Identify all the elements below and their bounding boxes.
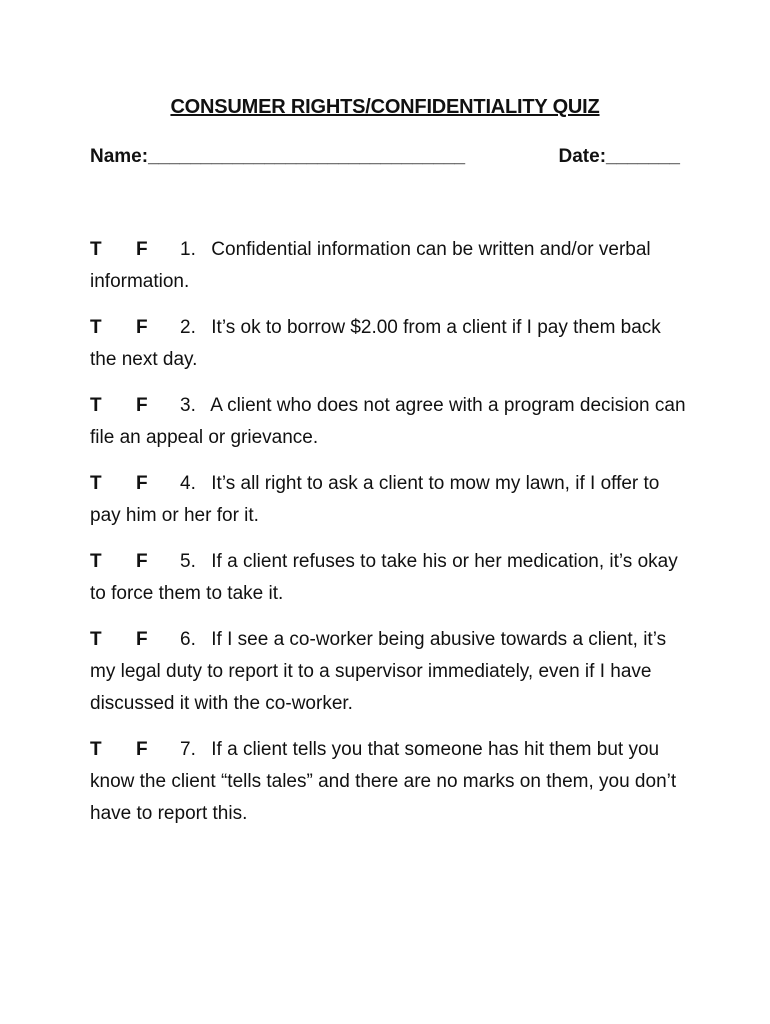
- question-number: 3.: [180, 395, 196, 416]
- false-option: F: [136, 239, 148, 260]
- true-option: T: [90, 551, 102, 572]
- question-1: [90, 234, 690, 298]
- question-2: [90, 312, 690, 376]
- false-option: F: [136, 739, 148, 760]
- false-option: F: [136, 317, 148, 338]
- false-option: F: [136, 629, 148, 650]
- date-field-label: Date:_______: [558, 146, 680, 167]
- question-text: It’s all right to ask a client to mow my lawn, if I offer to pay him or her for it.: [90, 473, 660, 526]
- true-option: T: [90, 739, 102, 760]
- question-number: 5.: [180, 551, 196, 572]
- question-4: [90, 468, 690, 532]
- name-date-line: [90, 146, 680, 168]
- question-text: If I see a co-worker being abusive towards a client, it’s my legal duty to report it to a supervisor immediately, even if I have discussed it with the co-worker.: [90, 629, 667, 714]
- question-number: 6.: [180, 629, 196, 650]
- question-text: If a client refuses to take his or her medication, it’s okay to force them to take it.: [90, 551, 678, 604]
- false-option: F: [136, 473, 148, 494]
- question-number: 7.: [180, 739, 196, 760]
- question-7: [90, 734, 690, 830]
- question-number: 2.: [180, 317, 196, 338]
- false-option: F: [136, 395, 148, 416]
- question-text: If a client tells you that someone has hit them but you know the client “tells tales” and there are no marks on them, you don’t have to report this.: [90, 739, 677, 824]
- question-text: Confidential information can be written and/or verbal information.: [90, 239, 651, 292]
- question-5: [90, 546, 690, 610]
- question-6: [90, 624, 690, 720]
- true-option: T: [90, 239, 102, 260]
- question-text: It’s ok to borrow $2.00 from a client if I pay them back the next day.: [90, 317, 661, 370]
- question-3: [90, 390, 690, 454]
- true-option: T: [90, 629, 102, 650]
- question-number: 1.: [180, 239, 196, 260]
- true-option: T: [90, 395, 102, 416]
- true-option: T: [90, 317, 102, 338]
- false-option: F: [136, 551, 148, 572]
- question-text: A client who does not agree with a program decision can file an appeal or grievance.: [90, 395, 686, 448]
- question-number: 4.: [180, 473, 196, 494]
- true-option: T: [90, 473, 102, 494]
- name-field-label: Name:______________________________: [90, 146, 466, 167]
- question-list: [90, 234, 690, 844]
- page-title: CONSUMER RIGHTS/CONFIDENTIALITY QUIZ: [170, 96, 600, 118]
